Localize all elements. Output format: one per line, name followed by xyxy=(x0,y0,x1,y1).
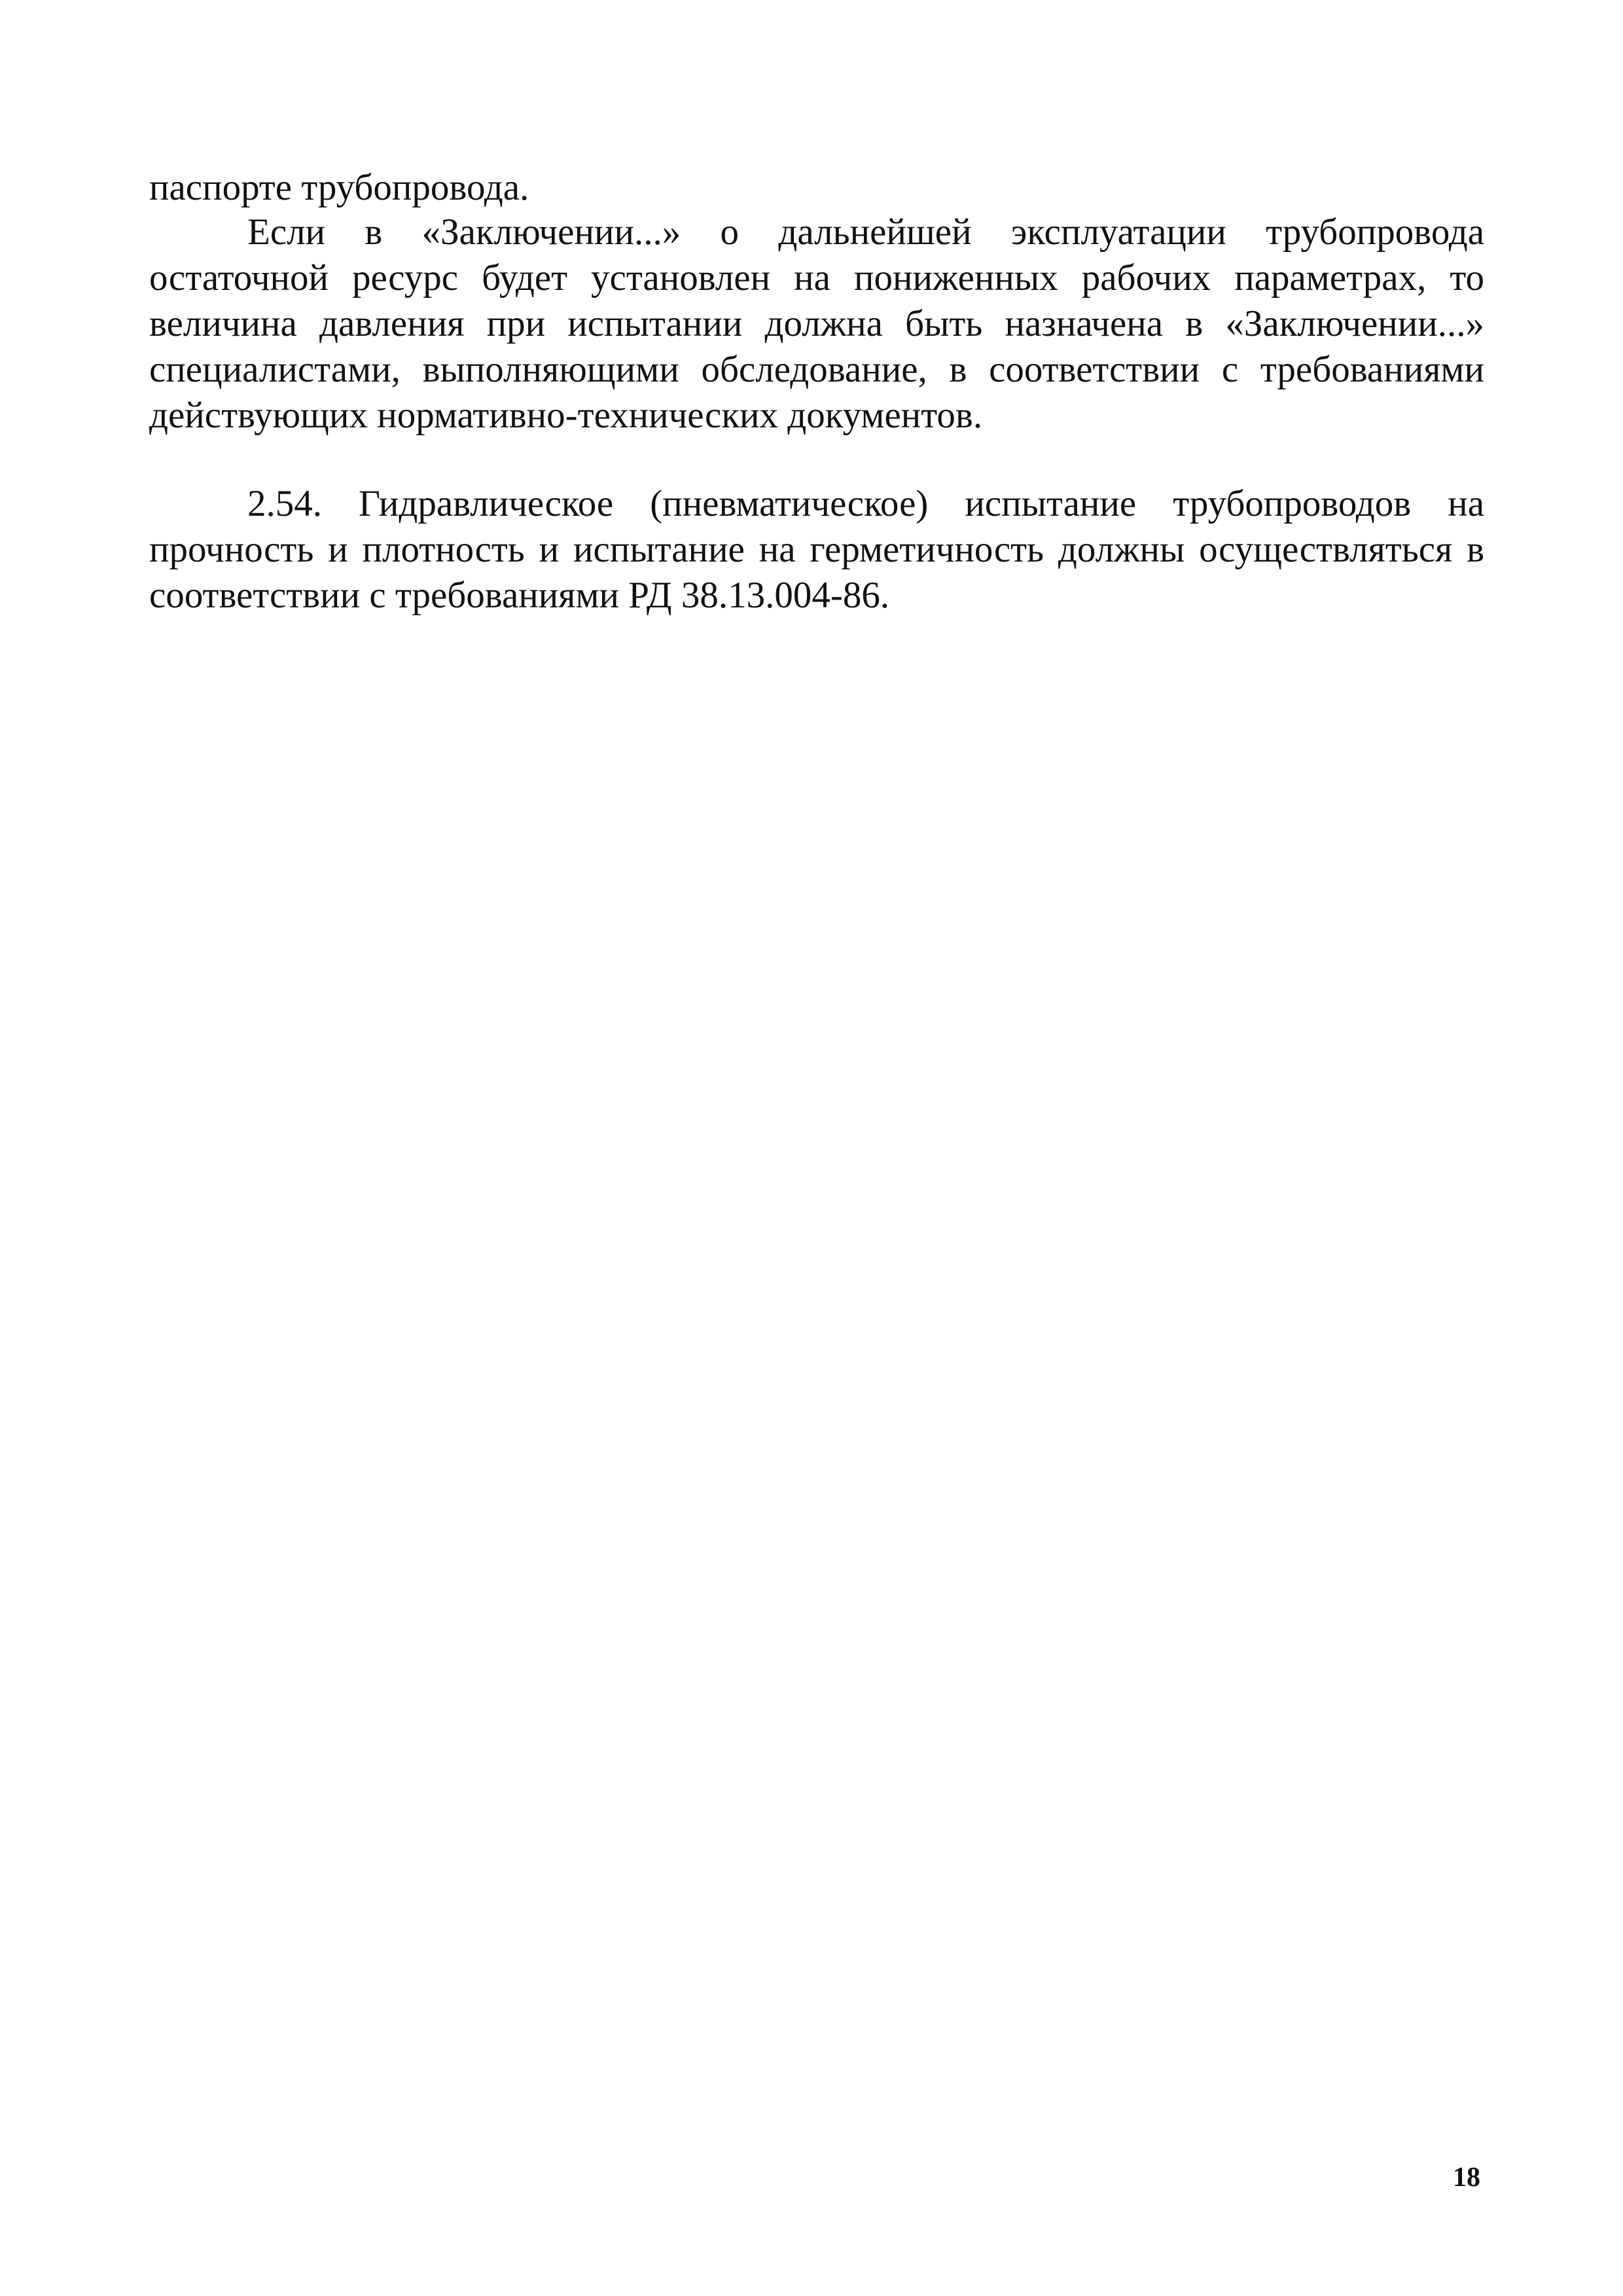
page-number: 18 xyxy=(1453,2162,1480,2193)
paragraph-conclusion-pressure: Если в «Заключении...» о дальнейшей эксплуатации трубопровода остаточной ресурс будет установлен на пониженных рабочих параметрах, то величина давления при испытании должна быть назначена в «Заключении...» специалистами, выполняющими обследование, в соответствии с требованиями действующих нормативно-технических документов. xyxy=(149,211,1484,436)
paragraph-continuation: паспорте трубопровода. xyxy=(149,167,529,208)
paragraph-2-54: 2.54. Гидравлическое (пневматическое) испытание трубопроводов на прочность и плотность и испытание на герметичность должны осуществляться в соответствии с требованиями РД 38.13.004-86. xyxy=(149,483,1484,616)
